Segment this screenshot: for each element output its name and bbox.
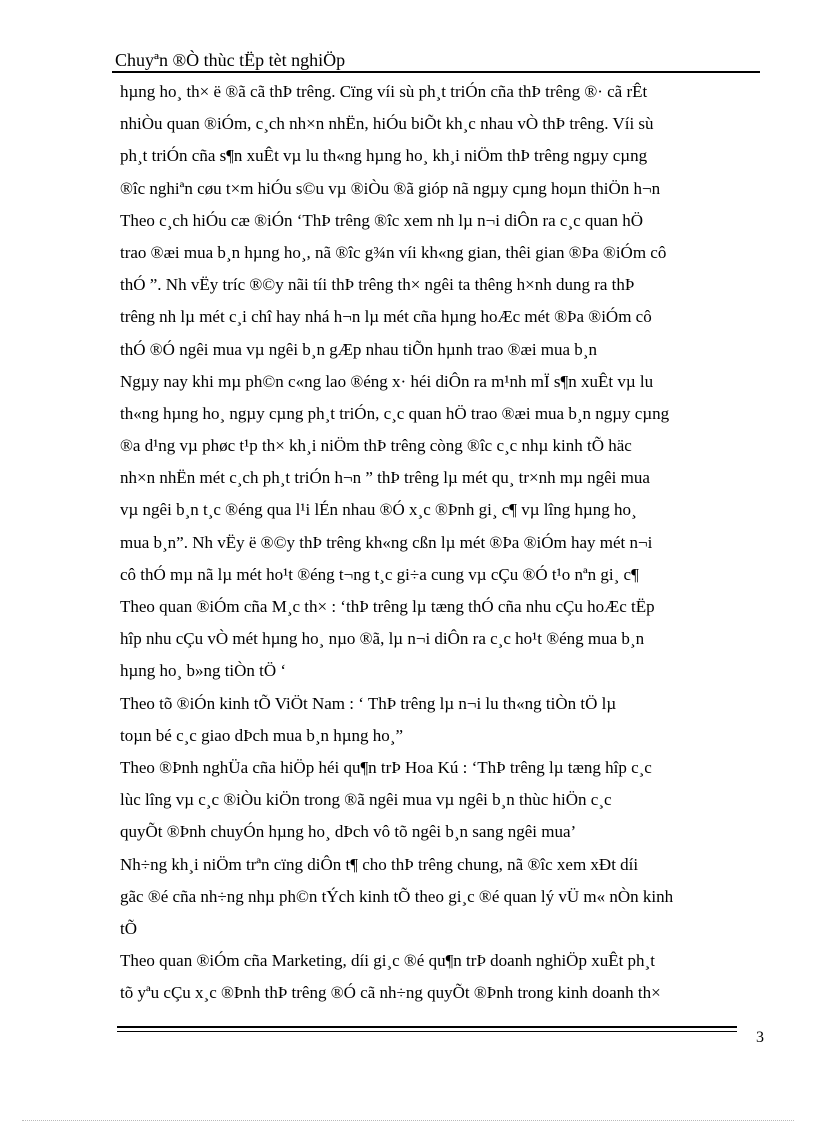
page-bottom-border	[22, 1120, 794, 1121]
body-text-line: th«ng hµng ho¸ ngµy cµng ph¸t triÓn, c¸c quan hÖ trao ®æi mua b¸n ngµy cµng	[120, 403, 670, 423]
body-text-line: Theo ®Þnh nghÜa cña hiÖp héi qu¶n trÞ Hoa Kú : ‘ThÞ trêng lµ tæng hîp c¸c	[120, 757, 652, 777]
body-text-line: nh×n nhËn mét c¸ch ph¸t triÓn h¬n ” thÞ trêng lµ mét qu¸ tr×nh mµ ngêi mua	[120, 468, 650, 488]
body-text-line: thÓ ”. Nh vËy tríc ®©y nãi tíi thÞ trêng th× ngêi ta thêng h×nh dung ra thÞ	[120, 275, 635, 295]
body-text-line: trao ®æi mua b¸n hµng ho¸, nã ®îc g¾n víi kh«ng gian, thêi gian ®Þa ®iÓm cô	[120, 242, 667, 262]
body-text-line: mua b¸n”. Nh vËy ë ®©y thÞ trêng kh«ng cßn lµ mét ®Þa ®iÓm hay mét n¬i	[120, 532, 653, 552]
body-text-line: quyÕt ®Þnh chuyÓn hµng ho¸ dÞch vô tõ ngêi b¸n sang ngêi mua’	[120, 822, 577, 842]
body-text	[120, 76, 760, 1009]
body-text-line: Theo c¸ch hiÓu cæ ®iÓn ‘ThÞ trêng ®îc xem nh lµ n¬i diÔn ra c¸c quan hÖ	[120, 210, 643, 230]
footer-divider-thin	[117, 1031, 737, 1032]
body-text-line: vµ ngêi b¸n t¸c ®éng qua l¹i lÉn nhau ®Ó x¸c ®Þnh gi¸ c¶ vµ lîng hµng ho¸	[120, 500, 637, 520]
body-text-line: nhiÒu quan ®iÓm, c¸ch nh×n nhËn, hiÓu biÕt kh¸c nhau vÒ thÞ trêng. Víi sù	[120, 114, 654, 134]
body-text-line: ®a d¹ng vµ phøc t¹p th× kh¸i niÖm thÞ trêng còng ®îc c¸c nhµ kinh tÕ häc	[120, 436, 632, 456]
body-text-line: Nh÷ng kh¸i niÖm trªn cïng diÔn t¶ cho thÞ trêng chung, nã ®îc xem xÐt díi	[120, 854, 639, 874]
body-text-line: cô thÓ mµ nã lµ mét ho¹t ®éng t¬ng t¸c gi÷a cung vµ cÇu ®Ó t¹o nªn gi¸ c¶	[120, 564, 639, 584]
body-text-line: hµng ho¸ b»ng tiÒn tÖ ‘	[120, 661, 287, 681]
page-number: 3	[756, 1029, 764, 1046]
body-text-line: Theo quan ®iÓm cña M¸c th× : ‘thÞ trêng lµ tæng thÓ cña nhu cÇu hoÆc tËp	[120, 597, 655, 616]
body-text-line: toµn bé c¸c giao dÞch mua b¸n hµng ho¸”	[120, 725, 404, 745]
header-divider	[112, 71, 760, 73]
page-header-title: Chuyªn ®Ò thùc tËp tèt nghiÖp	[115, 50, 346, 70]
body-text-line: lùc lîng vµ c¸c ®iÒu kiÖn trong ®ã ngêi mua vµ ngêi b¸n thùc hiÖn c¸c	[120, 790, 612, 810]
body-text-line: trêng nh lµ mét c¸i chî hay nhá h¬n lµ mét cña hµng hoÆc mét ®Þa ®iÓm cô	[120, 307, 652, 327]
body-text-line: hîp nhu cÇu vÒ mét hµng ho¸ nµo ®ã, lµ n¬i diÔn ra c¸c ho¹t ®éng mua b¸n	[120, 629, 645, 649]
body-text-line: Theo quan ®iÓm cña Marketing, díi gi¸c ®é qu¶n trÞ doanh nghiÖp xuÊt ph¸t	[120, 951, 655, 971]
body-text-line: thÓ ®Ó ngêi mua vµ ngêi b¸n gÆp nhau tiÕn hµnh trao ®æi mua b¸n	[120, 339, 597, 359]
body-text-line: hµng ho¸ th× ë ®ã cã thÞ trêng. Cïng víi sù ph¸t triÓn cña thÞ trêng ®· cã rÊt	[120, 82, 648, 101]
body-text-line: tõ yªu cÇu x¸c ®Þnh thÞ trêng ®Ó cã nh÷ng quyÕt ®Þnh trong kinh doanh th×	[120, 983, 661, 1003]
body-text-line: Theo tõ ®iÓn kinh tÕ ViÖt Nam : ‘ ThÞ trêng lµ n¬i lu th«ng tiÒn tÖ lµ	[120, 693, 617, 713]
body-text-line: gãc ®é cña nh÷ng nhµ ph©n tÝch kinh tÕ theo gi¸c ®é quan lý vÜ m« nÒn kinh	[120, 886, 674, 906]
body-text-line: tÕ	[120, 918, 137, 938]
footer-divider	[117, 1026, 737, 1028]
body-text-line: ®îc nghiªn cøu t×m hiÓu s©u vµ ®iÒu ®ã gióp nã ngµy cµng hoµn thiÖn h¬n	[120, 178, 661, 198]
body-text-line: ph¸t triÓn cña s¶n xuÊt vµ lu th«ng hµng ho¸ kh¸i niÖm thÞ trêng ngµy cµng	[120, 146, 648, 166]
body-text-line: Ngµy nay khi mµ ph©n c«ng lao ®éng x· héi diÔn ra m¹nh mÏ s¶n xuÊt vµ lu	[120, 371, 654, 391]
